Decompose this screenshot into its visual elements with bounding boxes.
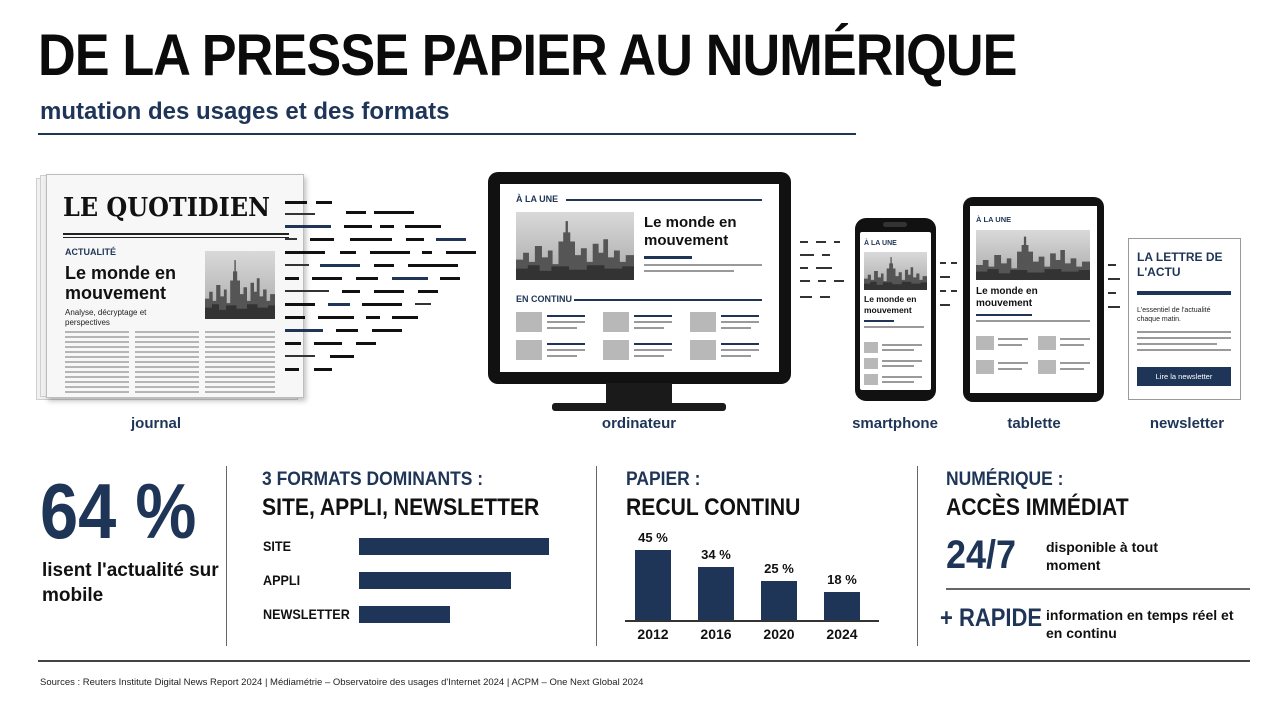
text-line — [721, 343, 759, 345]
mobile-share-value: 64 % — [40, 467, 197, 555]
numerique-subtitle: ACCÈS IMMÉDIAT — [946, 494, 1129, 521]
city-photo — [516, 212, 634, 280]
thumbnail — [864, 374, 878, 385]
text-line — [998, 344, 1022, 346]
text-line — [644, 256, 692, 259]
text-line — [644, 264, 762, 266]
bar-label-appli: APPLI — [263, 572, 301, 588]
thumbnail — [516, 312, 542, 332]
monitor-screen — [500, 184, 779, 372]
thumbnail — [690, 312, 716, 332]
availability-value: 24/7 — [946, 533, 1017, 577]
smartphone-device — [855, 218, 936, 401]
caption-ordinateur: ordinateur — [601, 415, 677, 432]
bar-value-label-2020: 25 % — [764, 561, 794, 576]
thumbnail — [603, 312, 629, 332]
papier-title: PAPIER : — [626, 469, 701, 490]
text-line — [634, 315, 672, 317]
text-line — [721, 321, 759, 323]
text-line — [721, 327, 751, 329]
panel-divider — [596, 466, 597, 646]
text-line — [1137, 337, 1231, 339]
text-line — [634, 343, 672, 345]
text-line — [1137, 349, 1231, 351]
text-line — [882, 381, 914, 383]
newsletter-text: L'essentiel de l'actualité chaque matin. — [1137, 307, 1211, 323]
thumbnail — [976, 360, 994, 374]
bar-site — [359, 538, 549, 555]
bar-value-label-2024: 18 % — [827, 571, 857, 587]
text-line — [634, 355, 664, 357]
text-line — [864, 320, 894, 322]
text-line — [882, 344, 922, 346]
speed-label: information en temps réel et en continu — [1046, 607, 1234, 641]
newspaper-front-page — [46, 174, 304, 398]
screen-section-label: À LA UNE — [516, 194, 559, 204]
tablet-screen — [970, 206, 1097, 393]
text-line — [634, 321, 672, 323]
bar-2024 — [824, 592, 860, 620]
footer-divider — [38, 660, 1250, 662]
newspaper-deck: Analyse, décryptage et perspectives — [65, 308, 147, 327]
section-rule — [566, 199, 762, 201]
bar-label-newsletter: NEWSLETTER — [263, 606, 350, 622]
text-line — [1060, 368, 1084, 370]
newspaper-illustration — [36, 170, 306, 400]
sources-footer: Sources : Reuters Institute Digital News Report 2024 | Médiamétrie – Observatoire des usages d'Internet 2024 | ACPM – One Next Global 2024 — [40, 677, 644, 688]
text-line — [634, 327, 664, 329]
text-line — [547, 343, 585, 345]
text-line — [1137, 343, 1217, 345]
section-rule — [574, 299, 762, 301]
text-line — [547, 355, 577, 357]
thumbnail — [1038, 336, 1056, 350]
text-line — [998, 368, 1022, 370]
text-line — [644, 270, 734, 272]
papier-subtitle: RECUL CONTINU — [626, 494, 801, 521]
text-line — [547, 321, 585, 323]
thumbnail — [603, 340, 629, 360]
screen-headline: Le monde en mouvement — [864, 294, 917, 315]
thumbnail — [690, 340, 716, 360]
numerique-divider — [946, 588, 1250, 590]
masthead-rule — [63, 237, 289, 238]
chart-baseline — [625, 620, 879, 622]
text-line — [882, 349, 914, 351]
text-line — [998, 338, 1028, 340]
tablet-device — [963, 197, 1104, 402]
screen-headline: Le monde en mouvement — [644, 214, 737, 249]
newspaper-column — [65, 331, 129, 395]
newspaper-headline: Le monde en mouvement — [65, 263, 177, 303]
mobile-share-label: lisent l'actualité sur mobile — [42, 560, 219, 606]
formats-subtitle: SITE, APPLI, NEWSLETTER — [262, 494, 540, 521]
caption-journal: journal — [130, 415, 181, 432]
newspaper-masthead: LE QUOTIDIEN — [63, 193, 270, 223]
city-photo — [864, 252, 927, 290]
text-line — [976, 320, 1090, 322]
text-line — [634, 349, 672, 351]
panel-divider — [917, 466, 918, 646]
thumbnail — [516, 340, 542, 360]
newspaper-section-label: ACTUALITÉ — [65, 247, 116, 257]
text-line — [882, 360, 922, 362]
thumbnail — [976, 336, 994, 350]
text-line — [998, 362, 1028, 364]
text-line — [547, 349, 585, 351]
screen-headline: Le monde en mouvement — [976, 286, 1038, 309]
caption-newsletter: newsletter — [1149, 415, 1225, 432]
bar-value-label-2012: 45 % — [638, 529, 668, 545]
text-line — [976, 314, 1032, 316]
text-line — [721, 355, 751, 357]
monitor-base — [552, 403, 726, 411]
panel-divider — [226, 466, 227, 646]
screen-section-label: À LA UNE — [976, 215, 1012, 224]
text-line — [721, 349, 759, 351]
page-subtitle: mutation des usages et des formats — [40, 98, 450, 125]
bar-2012 — [635, 550, 671, 620]
tick-label-2020: 2020 — [763, 626, 795, 642]
bar-newsletter — [359, 606, 450, 623]
text-line — [882, 376, 922, 378]
caption-tablette: tablette — [1007, 415, 1061, 432]
thumbnail — [1038, 360, 1056, 374]
text-line — [1137, 331, 1231, 333]
bar-appli — [359, 572, 511, 589]
text-line — [1060, 362, 1090, 364]
screen-section-label: À LA UNE — [864, 240, 897, 247]
text-line — [1060, 344, 1084, 346]
thumbnail — [864, 358, 878, 369]
newspaper-column — [205, 331, 275, 395]
screen-section-label: EN CONTINU — [516, 294, 572, 304]
text-line — [547, 315, 585, 317]
text-line — [882, 365, 914, 367]
tick-label-2012: 2012 — [637, 626, 669, 642]
newsletter-card — [1128, 238, 1241, 400]
thumbnail — [864, 342, 878, 353]
city-photo — [976, 230, 1090, 280]
newspaper-column — [135, 331, 199, 395]
bar-2020 — [761, 581, 797, 620]
bar-2016 — [698, 567, 734, 620]
tick-label-2016: 2016 — [700, 626, 732, 642]
masthead-rule — [63, 233, 289, 235]
numerique-title: NUMÉRIQUE : — [946, 469, 1064, 490]
tick-label-2024: 2024 — [826, 626, 858, 642]
speed-value: + RAPIDE — [940, 604, 1043, 632]
header-divider — [38, 133, 856, 135]
phone-screen — [860, 232, 931, 390]
page-title: DE LA PRESSE PAPIER AU NUMÉRIQUE — [38, 23, 1017, 88]
computer-monitor — [488, 172, 791, 384]
city-photo — [205, 251, 275, 319]
monitor-stand — [606, 383, 672, 405]
newsletter-rule — [1137, 291, 1231, 295]
availability-label: disponible à tout moment — [1046, 539, 1158, 573]
newsletter-title: LA LETTRE DE L'ACTU — [1137, 250, 1223, 279]
text-line — [547, 327, 577, 329]
caption-smartphone: smartphone — [852, 415, 938, 432]
text-line — [864, 326, 924, 328]
bar-value-label-2016: 34 % — [701, 546, 731, 562]
phone-speaker — [883, 222, 907, 227]
read-newsletter-button[interactable]: Lire la newsletter — [1137, 367, 1231, 386]
text-line — [1060, 338, 1090, 340]
formats-title: 3 FORMATS DOMINANTS : — [262, 469, 484, 490]
text-line — [721, 315, 759, 317]
bar-label-site: SITE — [263, 538, 292, 554]
